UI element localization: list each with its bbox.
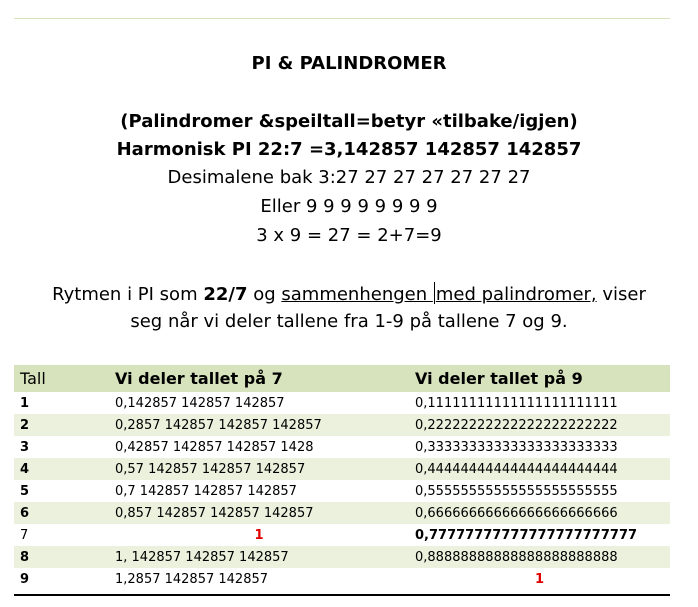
intro-line-4: Eller 9 9 9 9 9 9 9 9 [260, 196, 438, 217]
division-table [14, 365, 670, 590]
intro-line-3: Desimalene bak 3:27 27 27 27 27 27 27 [167, 167, 531, 188]
table-row [14, 414, 670, 436]
rhythm-text-2: og [247, 284, 282, 305]
table-row [14, 458, 670, 480]
top-divider [14, 18, 670, 19]
cell-number: 1 [20, 395, 30, 411]
intro-line-1: (Palindromer &speiltall=betyr «tilbake/igjen) [120, 111, 578, 132]
cell-div9: 0,77777777777777777777777 [415, 527, 638, 543]
page-title: PI & PALINDROMER [251, 53, 447, 74]
table-row [14, 502, 670, 524]
cell-number: 7 [20, 527, 29, 543]
table-row [14, 436, 670, 458]
cell-div7: 0,2857 142857 142857 142857 [115, 417, 322, 433]
intro-line-5: 3 x 9 = 27 = 2+7=9 [256, 225, 442, 246]
cell-number: 8 [20, 549, 30, 565]
cell-div9: 0,66666666666666666666666 [415, 505, 618, 521]
cell-number: 5 [20, 483, 30, 499]
rhythm-text-3: viser [596, 284, 646, 305]
cell-number: 3 [20, 439, 30, 455]
cell-div7: 0,7 142857 142857 142857 [115, 483, 297, 499]
rhythm-paragraph-line-1 [0, 282, 698, 305]
cell-number: 4 [20, 461, 30, 477]
cell-div9: 0,22222222222222222222222 [415, 417, 618, 433]
cell-div9: 0,88888888888888888888888 [415, 549, 618, 565]
cell-div9: 0,44444444444444444444444 [415, 461, 618, 477]
cell-div9: 0,11111111111111111111111 [415, 395, 618, 411]
table-bottom-rule [14, 594, 670, 596]
header-divide-9: Vi deler tallet på 9 [415, 369, 583, 388]
cell-div9-highlight: 1 [534, 571, 545, 587]
text-cursor [434, 282, 435, 304]
cell-div7: 0,857 142857 142857 142857 [115, 505, 314, 521]
rhythm-underlined-a: sammenhengen [281, 284, 433, 305]
cell-number: 2 [20, 417, 30, 433]
header-divide-7: Vi deler tallet på 7 [115, 369, 283, 388]
table-row [14, 524, 670, 546]
cell-div7: 0,57 142857 142857 142857 [115, 461, 306, 477]
rhythm-underlined-b: med palindromer, [435, 284, 597, 305]
table-row [14, 546, 670, 568]
cell-number: 9 [20, 571, 30, 587]
cell-div7-highlight: 1 [254, 527, 264, 543]
table-row [14, 392, 670, 414]
cell-div9: 0,33333333333333333333333 [415, 439, 618, 455]
cell-div7: 0,142857 142857 142857 [115, 395, 285, 411]
cell-div7: 1, 142857 142857 142857 [115, 549, 289, 565]
table-header-row [14, 365, 670, 392]
cell-div7: 1,2857 142857 142857 [115, 571, 269, 587]
table-row [14, 568, 670, 590]
intro-line-2: Harmonisk PI 22:7 =3,142857 142857 142857 [116, 139, 582, 160]
table-row [14, 480, 670, 502]
cell-div7: 0,42857 142857 142857 1428 [115, 439, 314, 455]
rhythm-fraction: 22/7 [203, 284, 248, 305]
cell-div9: 0,55555555555555555555555 [415, 483, 618, 499]
rhythm-paragraph-line-2: seg når vi deler tallene fra 1-9 på tallene 7 og 9. [130, 311, 568, 332]
rhythm-text-1: Rytmen i PI som [52, 284, 204, 305]
header-tall: Tall [20, 369, 46, 388]
cell-number: 6 [20, 505, 30, 521]
